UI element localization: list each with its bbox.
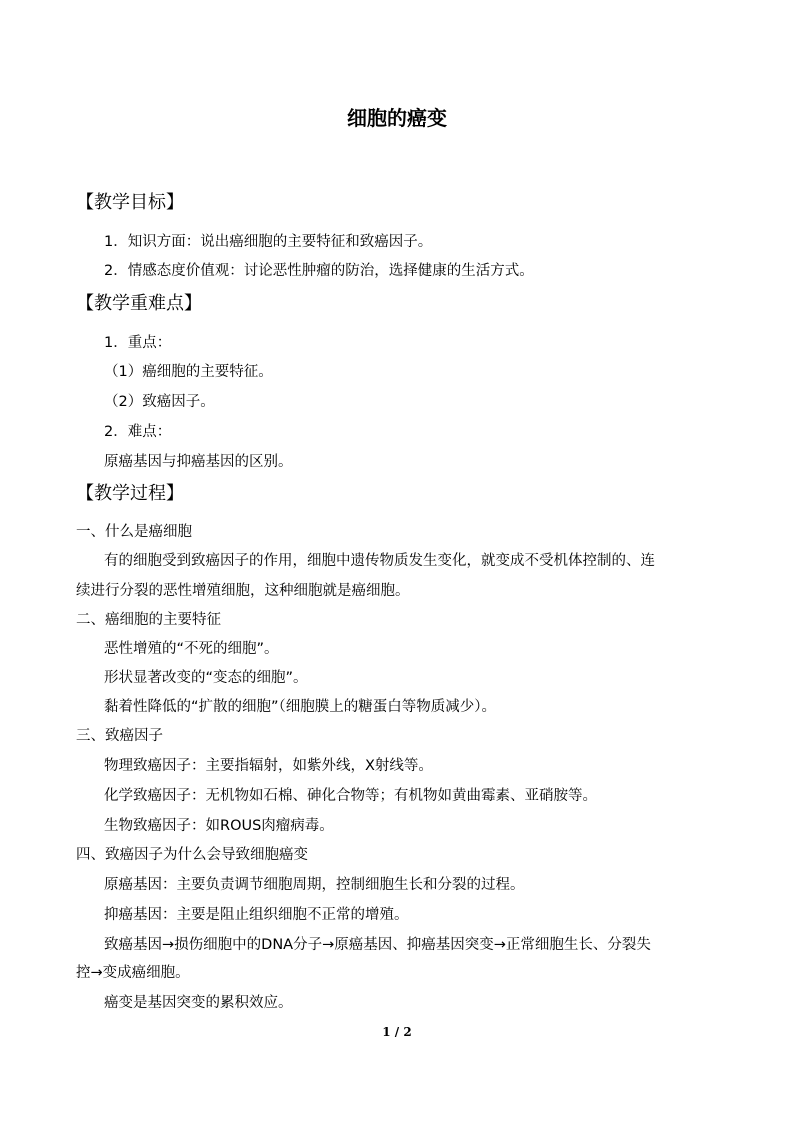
part2-item-2: 形状显著改变的“变态的细胞”。 — [104, 670, 308, 686]
keypoint-item-2: （1）癌细胞的主要特征。 — [104, 364, 273, 380]
goal-item-1: 1．知识方面：说出癌细胞的主要特征和致癌因子。 — [104, 234, 433, 250]
part4-item-1: 原癌基因：主要负责调节细胞周期，控制细胞生长和分裂的过程。 — [104, 877, 525, 893]
section-heading-process: 【教学过程】 — [76, 483, 184, 504]
part4-flow-line-2: 控→变成癌细胞。 — [76, 965, 190, 981]
part1-line-2: 续进行分裂的恶性增殖细胞，这种细胞就是癌细胞。 — [76, 583, 410, 599]
part2-title: 二、癌细胞的主要特征 — [76, 612, 221, 628]
part4-title: 四、致癌因子为什么会导致细胞癌变 — [76, 847, 308, 863]
keypoint-item-5: 原癌基因与抑癌基因的区别。 — [104, 454, 293, 470]
part3-item-2: 化学致癌因子：无机物如石棉、砷化合物等；有机物如黄曲霉素、亚硝胺等。 — [104, 788, 597, 804]
keypoint-item-1: 1．重点： — [104, 335, 172, 351]
keypoint-item-4: 2．难点： — [104, 424, 172, 440]
part3-title: 三、致癌因子 — [76, 728, 163, 744]
part4-item-2: 抑癌基因：主要是阻止组织细胞不正常的增殖。 — [104, 907, 409, 923]
part1-line-1: 有的细胞受到致癌因子的作用，细胞中遗传物质发生变化，就变成不受机体控制的、连 — [104, 553, 655, 569]
part4-last: 癌变是基因突变的累积效应。 — [104, 995, 293, 1011]
part2-item-3: 黏着性降低的“扩散的细胞”（细胞膜上的糖蛋白等物质减少）。 — [104, 699, 497, 715]
section-heading-goals: 【教学目标】 — [76, 192, 184, 213]
part2-item-1: 恶性增殖的“不死的细胞”。 — [104, 641, 279, 657]
page-number: 1 / 2 — [382, 1025, 412, 1039]
part3-item-1: 物理致癌因子：主要指辐射，如紫外线，X射线等。 — [104, 758, 433, 774]
part3-item-3: 生物致癌因子：如ROUS肉瘤病毒。 — [104, 818, 334, 834]
part4-flow-line-1: 致癌基因→损伤细胞中的DNA分子→原癌基因、抑癌基因突变→正常细胞生长、分裂失 — [104, 937, 651, 953]
page-title: 细胞的癌变 — [347, 106, 447, 130]
keypoint-item-3: （2）致癌因子。 — [104, 394, 215, 410]
section-heading-keypoints: 【教学重难点】 — [76, 293, 202, 314]
goal-item-2: 2．情感态度价值观：讨论恶性肿瘤的防治，选择健康的生活方式。 — [104, 263, 534, 279]
part1-title: 一、什么是癌细胞 — [76, 524, 192, 540]
